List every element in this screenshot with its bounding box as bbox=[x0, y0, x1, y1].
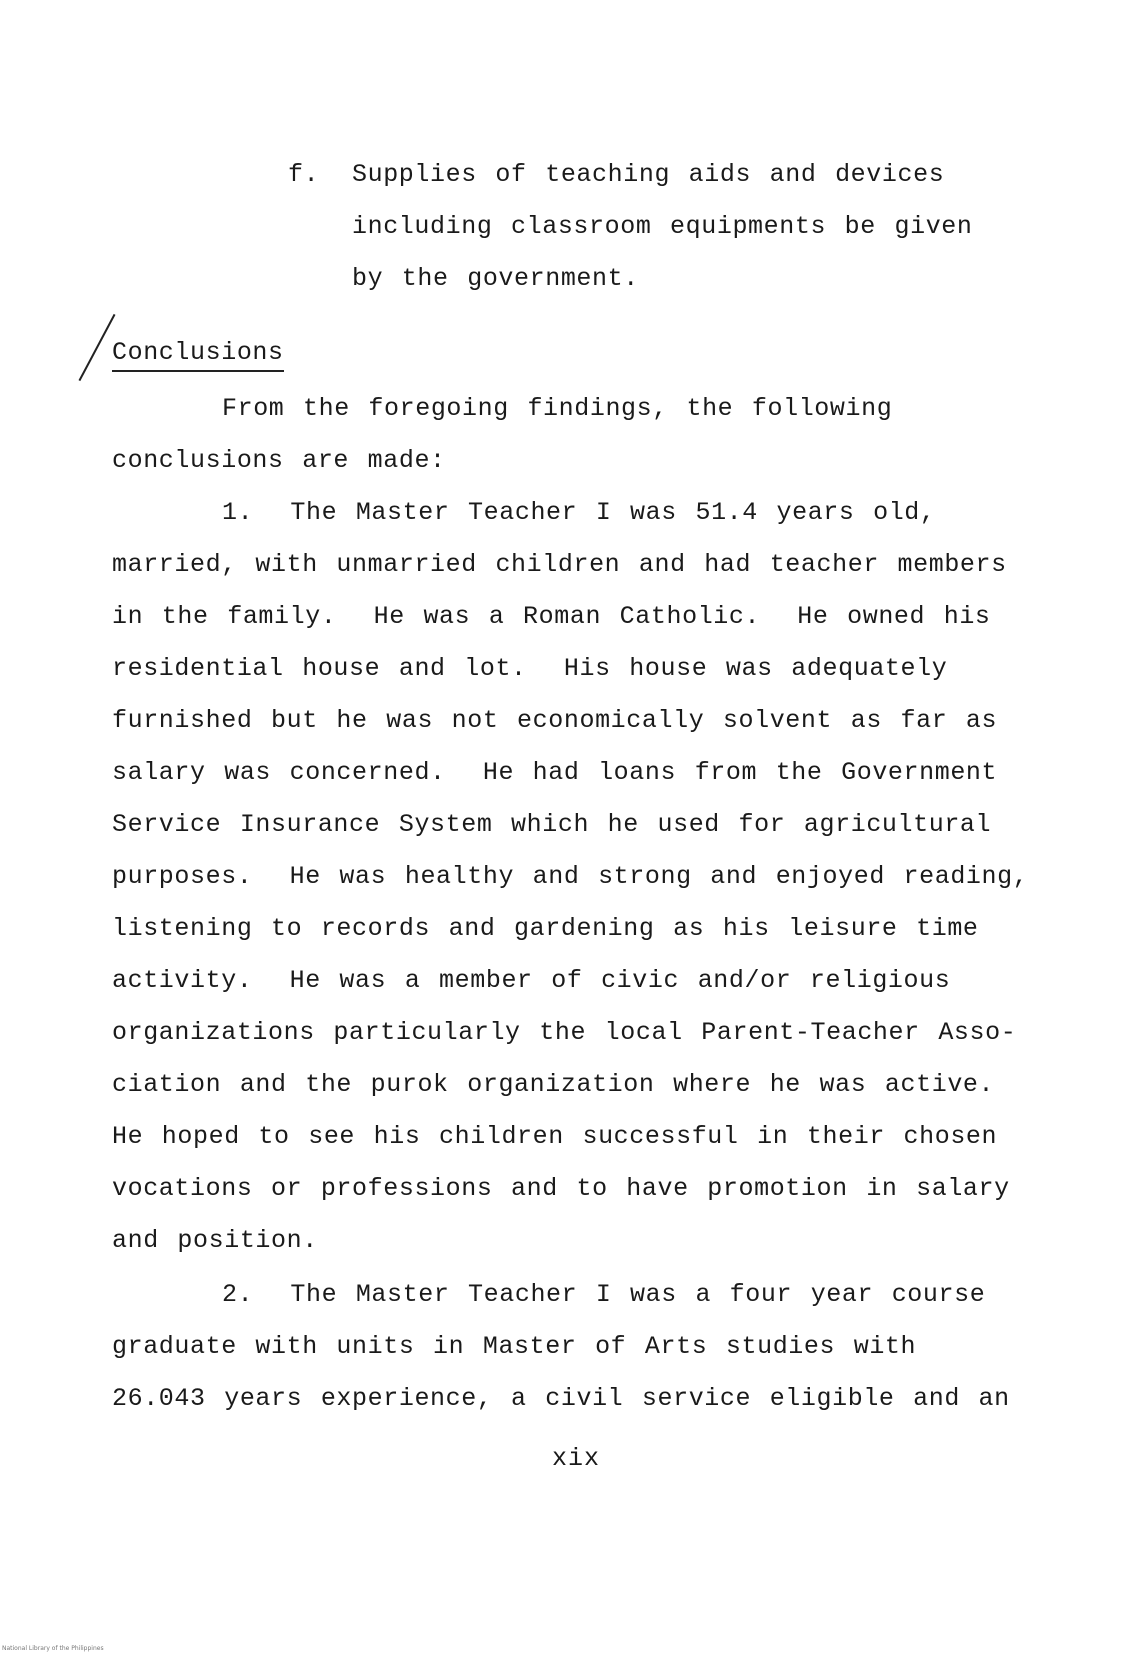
point1-line-6: salary was concerned. He had loans from the Government bbox=[112, 758, 998, 787]
footer-stamp: National Library of the Philippines bbox=[2, 1645, 104, 1652]
item-f-line-3: by the government. bbox=[352, 264, 639, 293]
point1-line-7: Service Insurance System which he used for agricultural bbox=[112, 810, 992, 839]
page-number: xix bbox=[552, 1444, 601, 1473]
point1-line-5: furnished but he was not economically solvent as far as bbox=[112, 706, 998, 735]
item-f-line-2: including classroom equipments be given bbox=[352, 212, 973, 241]
point1-line-10: activity. He was a member of civic and/or religious bbox=[112, 966, 951, 995]
point1-line-11: organizations particularly the local Parent-Teacher Asso- bbox=[112, 1018, 1017, 1047]
item-f-line-1: Supplies of teaching aids and devices bbox=[352, 160, 945, 189]
intro-line-2: conclusions are made: bbox=[112, 446, 446, 475]
point1-line-1: 1. The Master Teacher I was 51.4 years old, bbox=[222, 498, 936, 527]
item-f-label: f. bbox=[288, 160, 320, 189]
point1-line-12: ciation and the purok organization where he was active. bbox=[112, 1070, 995, 1099]
point2-line-3: 26.043 years experience, a civil service eligible and an bbox=[112, 1384, 1010, 1413]
point2-line-2: graduate with units in Master of Arts studies with bbox=[112, 1332, 917, 1361]
point1-line-15: and position. bbox=[112, 1226, 318, 1255]
point1-line-8: purposes. He was healthy and strong and enjoyed reading, bbox=[112, 862, 1029, 891]
point1-line-13: He hoped to see his children successful in their chosen bbox=[112, 1122, 998, 1151]
point1-line-2: married, with unmarried children and had teacher members bbox=[112, 550, 1007, 579]
point1-line-3: in the family. He was a Roman Catholic. He owned his bbox=[112, 602, 991, 631]
point2-line-1: 2. The Master Teacher I was a four year course bbox=[222, 1280, 986, 1309]
conclusions-heading: Conclusions bbox=[112, 338, 284, 372]
point1-line-14: vocations or professions and to have promotion in salary bbox=[112, 1174, 1010, 1203]
handwritten-slash-mark bbox=[79, 314, 116, 381]
point1-line-4: residential house and lot. His house was adequately bbox=[112, 654, 948, 683]
intro-line-1: From the foregoing findings, the following bbox=[222, 394, 893, 423]
point1-line-9: listening to records and gardening as his leisure time bbox=[112, 914, 979, 943]
